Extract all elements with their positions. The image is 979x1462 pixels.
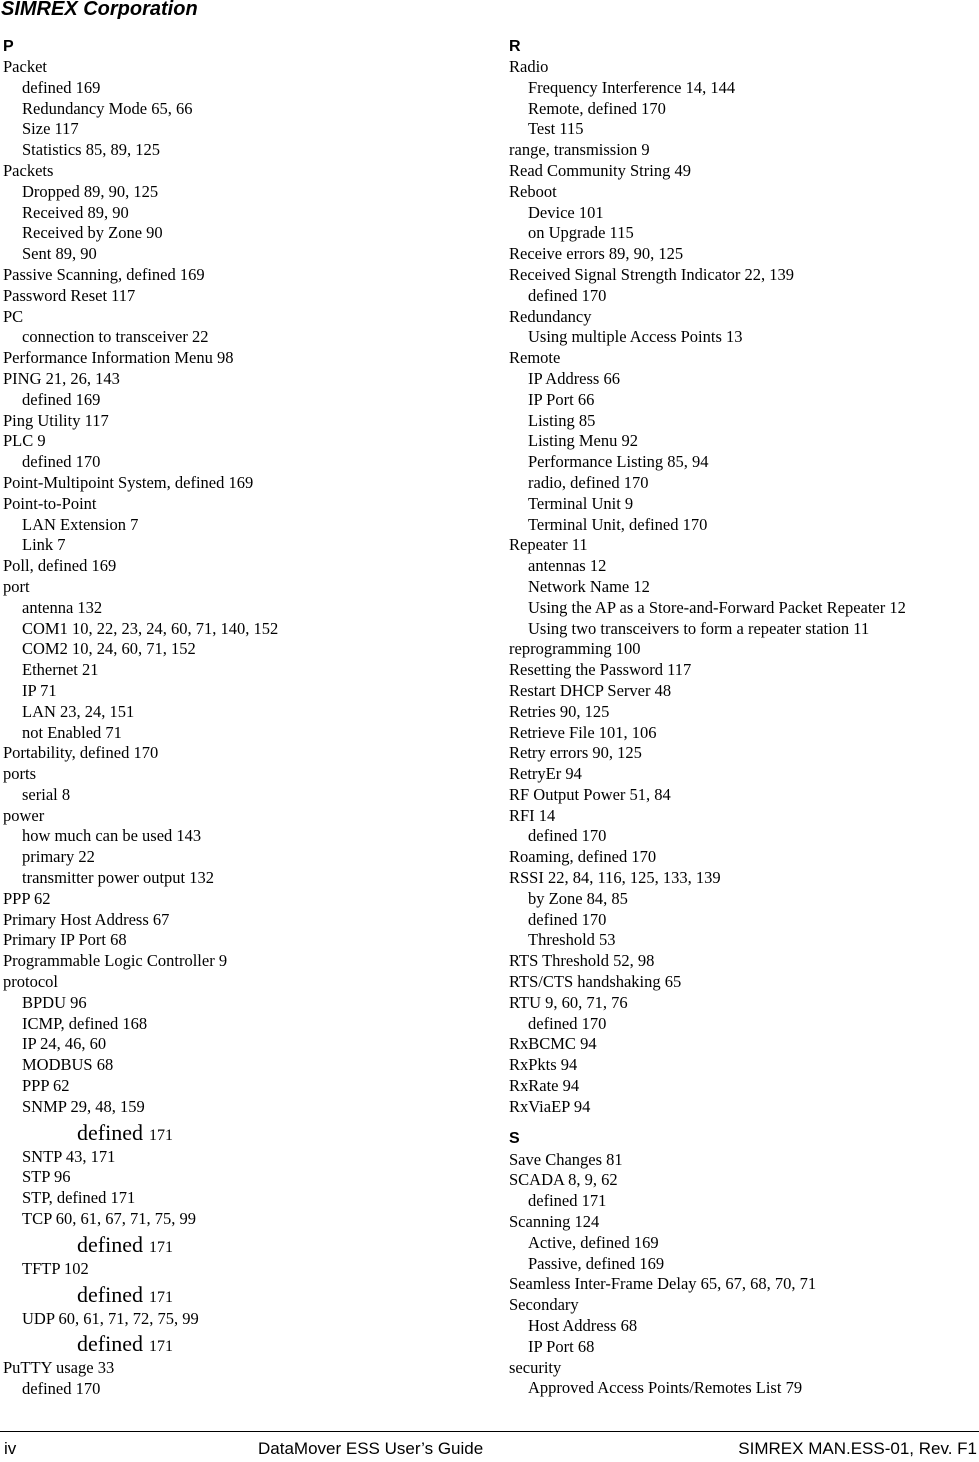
index-entry: RxRate 94 bbox=[509, 1076, 580, 1096]
index-subentry: COM1 10, 22, 23, 24, 60, 71, 140, 152 bbox=[22, 618, 279, 638]
index-subentry: LAN Extension 7 bbox=[22, 514, 139, 534]
index-subentry: Listing Menu 92 bbox=[528, 431, 638, 451]
index-column-left bbox=[3, 36, 473, 1400]
index-subentry: Redundancy Mode 65, 66 bbox=[22, 98, 193, 118]
index-subentry: SNTP 43, 171 bbox=[22, 1146, 116, 1166]
index-term: defined bbox=[77, 1281, 143, 1307]
index-entry: Repeater 11 bbox=[509, 535, 588, 555]
index-entry: Portability, defined 170 bbox=[3, 743, 159, 763]
index-subentry: defined 170 bbox=[528, 285, 607, 305]
index-subentry: Dropped 89, 90, 125 bbox=[22, 181, 159, 201]
index-subentry: Active, defined 169 bbox=[528, 1232, 659, 1252]
index-entry: RxBCMC 94 bbox=[509, 1034, 597, 1054]
index-entry: Secondary bbox=[509, 1295, 579, 1315]
index-subentry: defined 170 bbox=[22, 1379, 101, 1399]
index-subentry: Link 7 bbox=[22, 535, 66, 555]
index-subentry: defined 170 bbox=[528, 826, 607, 846]
index-entry: RFI 14 bbox=[509, 805, 556, 825]
index-page-ref: 171 bbox=[148, 1338, 173, 1356]
index-subentry: PPP 62 bbox=[22, 1076, 70, 1096]
index-subentry: Statistics 85, 89, 125 bbox=[22, 140, 160, 160]
index-subentry: UDP 60, 61, 71, 72, 75, 99 bbox=[22, 1308, 199, 1328]
index-entry: range, transmission 9 bbox=[509, 140, 650, 160]
index-entry: RTS Threshold 52, 98 bbox=[509, 951, 655, 971]
index-entry: Reboot bbox=[509, 181, 557, 201]
index-subentry: ICMP, defined 168 bbox=[22, 1013, 148, 1033]
index-subentry: Passive, defined 169 bbox=[528, 1253, 665, 1273]
index-entry: PING 21, 26, 143 bbox=[3, 368, 120, 388]
index-subentry: STP 96 bbox=[22, 1167, 71, 1187]
footer-rule bbox=[0, 1431, 979, 1432]
index-entry: RSSI 22, 84, 116, 125, 133, 139 bbox=[509, 868, 721, 888]
index-entry: Remote bbox=[509, 348, 561, 368]
company-name: SIMREX Corporation bbox=[1, 0, 198, 20]
index-entry: Primary Host Address 67 bbox=[3, 909, 170, 929]
index-subentry: not Enabled 71 bbox=[22, 722, 122, 742]
index-section-letter: S bbox=[509, 1129, 520, 1147]
index-subentry: Device 101 bbox=[528, 202, 604, 222]
index-subentry: Performance Listing 85, 94 bbox=[528, 452, 709, 472]
index-subentry: defined 169 bbox=[22, 77, 101, 97]
index-subentry: Frequency Interference 14, 144 bbox=[528, 77, 736, 97]
index-entry: Poll, defined 169 bbox=[3, 556, 117, 576]
index-entry: Read Community String 49 bbox=[509, 160, 691, 180]
index-subentry: serial 8 bbox=[22, 784, 71, 804]
index-subentry: Threshold 53 bbox=[528, 930, 616, 950]
index-entry: RxPkts 94 bbox=[509, 1055, 578, 1075]
index-subentry: BPDU 96 bbox=[22, 992, 87, 1012]
index-subentry: IP 71 bbox=[22, 680, 57, 700]
index-entry: Roaming, defined 170 bbox=[509, 847, 657, 867]
index-page-ref: 171 bbox=[148, 1288, 173, 1306]
index-subentry: defined 170 bbox=[528, 909, 607, 929]
index-subentry: Host Address 68 bbox=[528, 1316, 638, 1336]
index-entry: Passive Scanning, defined 169 bbox=[3, 264, 205, 284]
index-subentry: Using two transceivers to form a repeater station 11 bbox=[528, 618, 870, 638]
index-entry: Primary IP Port 68 bbox=[3, 930, 127, 950]
index-page-ref: 171 bbox=[148, 1126, 173, 1144]
index-subentry: SNMP 29, 48, 159 bbox=[22, 1096, 145, 1116]
index-entry: Save Changes 81 bbox=[509, 1149, 623, 1169]
index-subentry: defined 170 bbox=[22, 452, 101, 472]
index-subentry: Approved Access Points/Remotes List 79 bbox=[528, 1378, 803, 1398]
index-entry: protocol bbox=[3, 972, 58, 992]
index-entry: SCADA 8, 9, 62 bbox=[509, 1170, 618, 1190]
index-column-right bbox=[509, 36, 977, 1399]
index-entry: Ping Utility 117 bbox=[3, 410, 109, 430]
index-entry: Resetting the Password 117 bbox=[509, 660, 692, 680]
index-entry: Scanning 124 bbox=[509, 1212, 600, 1232]
index-subentry: MODBUS 68 bbox=[22, 1055, 114, 1075]
index-subentry: Received by Zone 90 bbox=[22, 223, 163, 243]
index-page-ref: 171 bbox=[148, 1238, 173, 1256]
index-subentry-large bbox=[3, 1329, 473, 1358]
index-subentry: Terminal Unit 9 bbox=[528, 493, 634, 513]
index-subentry: by Zone 84, 85 bbox=[528, 888, 628, 908]
index-subentry: Test 115 bbox=[528, 119, 584, 139]
footer-document-title: DataMover ESS User’s Guide bbox=[258, 1439, 484, 1458]
index-entry: RTS/CTS handshaking 65 bbox=[509, 972, 682, 992]
index-subentry: Received 89, 90 bbox=[22, 202, 129, 222]
index-entry: Restart DHCP Server 48 bbox=[509, 680, 672, 700]
index-subentry: Ethernet 21 bbox=[22, 660, 99, 680]
index-subentry-large bbox=[3, 1118, 473, 1147]
index-subentry: radio, defined 170 bbox=[528, 472, 649, 492]
index-entry: Packets bbox=[3, 160, 54, 180]
index-entry: Retrieve File 101, 106 bbox=[509, 722, 657, 742]
index-subentry: defined 169 bbox=[22, 389, 101, 409]
index-entry: Programmable Logic Controller 9 bbox=[3, 951, 228, 971]
index-subentry: IP 24, 46, 60 bbox=[22, 1034, 107, 1054]
index-entry: PuTTY usage 33 bbox=[3, 1358, 115, 1378]
index-subentry: primary 22 bbox=[22, 847, 95, 867]
index-subentry: COM2 10, 24, 60, 71, 152 bbox=[22, 639, 196, 659]
index-subentry-large bbox=[3, 1280, 473, 1309]
index-subentry: transmitter power output 132 bbox=[22, 868, 215, 888]
index-entry: RF Output Power 51, 84 bbox=[509, 784, 671, 804]
index-entry: Point-Multipoint System, defined 169 bbox=[3, 472, 254, 492]
index-subentry: Sent 89, 90 bbox=[22, 244, 97, 264]
index-subentry: IP Port 68 bbox=[528, 1336, 595, 1356]
index-entry: PPP 62 bbox=[3, 888, 51, 908]
index-subentry-large bbox=[3, 1230, 473, 1259]
index-subentry: Size 117 bbox=[22, 119, 79, 139]
index-entry: Redundancy bbox=[509, 306, 592, 326]
index-entry: Retry errors 90, 125 bbox=[509, 743, 642, 763]
index-subentry: Remote, defined 170 bbox=[528, 98, 666, 118]
index-term: defined bbox=[77, 1119, 143, 1145]
index-entry: port bbox=[3, 576, 30, 596]
index-entry: Point-to-Point bbox=[3, 493, 97, 513]
footer-document-number: SIMREX MAN.ESS-01, Rev. F1 bbox=[738, 1439, 977, 1458]
index-entry: PLC 9 bbox=[3, 431, 46, 451]
index-subentry: Using the AP as a Store-and-Forward Packet Repeater 12 bbox=[528, 597, 906, 617]
index-subentry: Terminal Unit, defined 170 bbox=[528, 514, 708, 534]
index-entry: Seamless Inter-Frame Delay 65, 67, 68, 70, 71 bbox=[509, 1274, 817, 1294]
index-entry: Receive errors 89, 90, 125 bbox=[509, 244, 684, 264]
index-entry: Performance Information Menu 98 bbox=[3, 348, 234, 368]
index-entry: PC bbox=[3, 306, 24, 326]
index-subentry: Listing 85 bbox=[528, 410, 596, 430]
index-subentry: TFTP 102 bbox=[22, 1258, 89, 1278]
index-subentry: IP Address 66 bbox=[528, 368, 620, 388]
index-entry: Password Reset 117 bbox=[3, 285, 136, 305]
index-subentry: IP Port 66 bbox=[528, 389, 595, 409]
index-subentry: STP, defined 171 bbox=[22, 1188, 136, 1208]
index-section-letter: R bbox=[509, 38, 521, 55]
index-term: defined bbox=[77, 1331, 143, 1357]
index-entry: Received Signal Strength Indicator 22, 139 bbox=[509, 264, 795, 284]
index-entry: power bbox=[3, 805, 45, 825]
index-subentry: antenna 132 bbox=[22, 597, 103, 617]
index-subentry: connection to transceiver 22 bbox=[22, 327, 209, 347]
index-subentry: defined 170 bbox=[528, 1013, 607, 1033]
index-term: defined bbox=[77, 1231, 143, 1257]
index-entry: security bbox=[509, 1357, 562, 1377]
index-entry: RxViaEP 94 bbox=[509, 1096, 591, 1116]
index-entry: Packet bbox=[3, 57, 47, 76]
index-entry: ports bbox=[3, 764, 36, 784]
footer-page-number: iv bbox=[4, 1439, 17, 1458]
index-subentry: Using multiple Access Points 13 bbox=[528, 327, 743, 347]
index-section-letter: P bbox=[3, 38, 14, 55]
index-entry: RTU 9, 60, 71, 76 bbox=[509, 992, 628, 1012]
index-entry: RetryEr 94 bbox=[509, 764, 582, 784]
index-entry: Radio bbox=[509, 57, 549, 76]
index-subentry: how much can be used 143 bbox=[22, 826, 202, 846]
index-subentry: Network Name 12 bbox=[528, 576, 650, 596]
index-entry: reprogramming 100 bbox=[509, 639, 641, 659]
index-subentry: on Upgrade 115 bbox=[528, 223, 634, 243]
index-subentry: TCP 60, 61, 67, 71, 75, 99 bbox=[22, 1209, 197, 1229]
index-entry: Retries 90, 125 bbox=[509, 701, 610, 721]
index-subentry: antennas 12 bbox=[528, 556, 607, 576]
index-subentry: LAN 23, 24, 151 bbox=[22, 701, 135, 721]
index-subentry: defined 171 bbox=[528, 1191, 607, 1211]
